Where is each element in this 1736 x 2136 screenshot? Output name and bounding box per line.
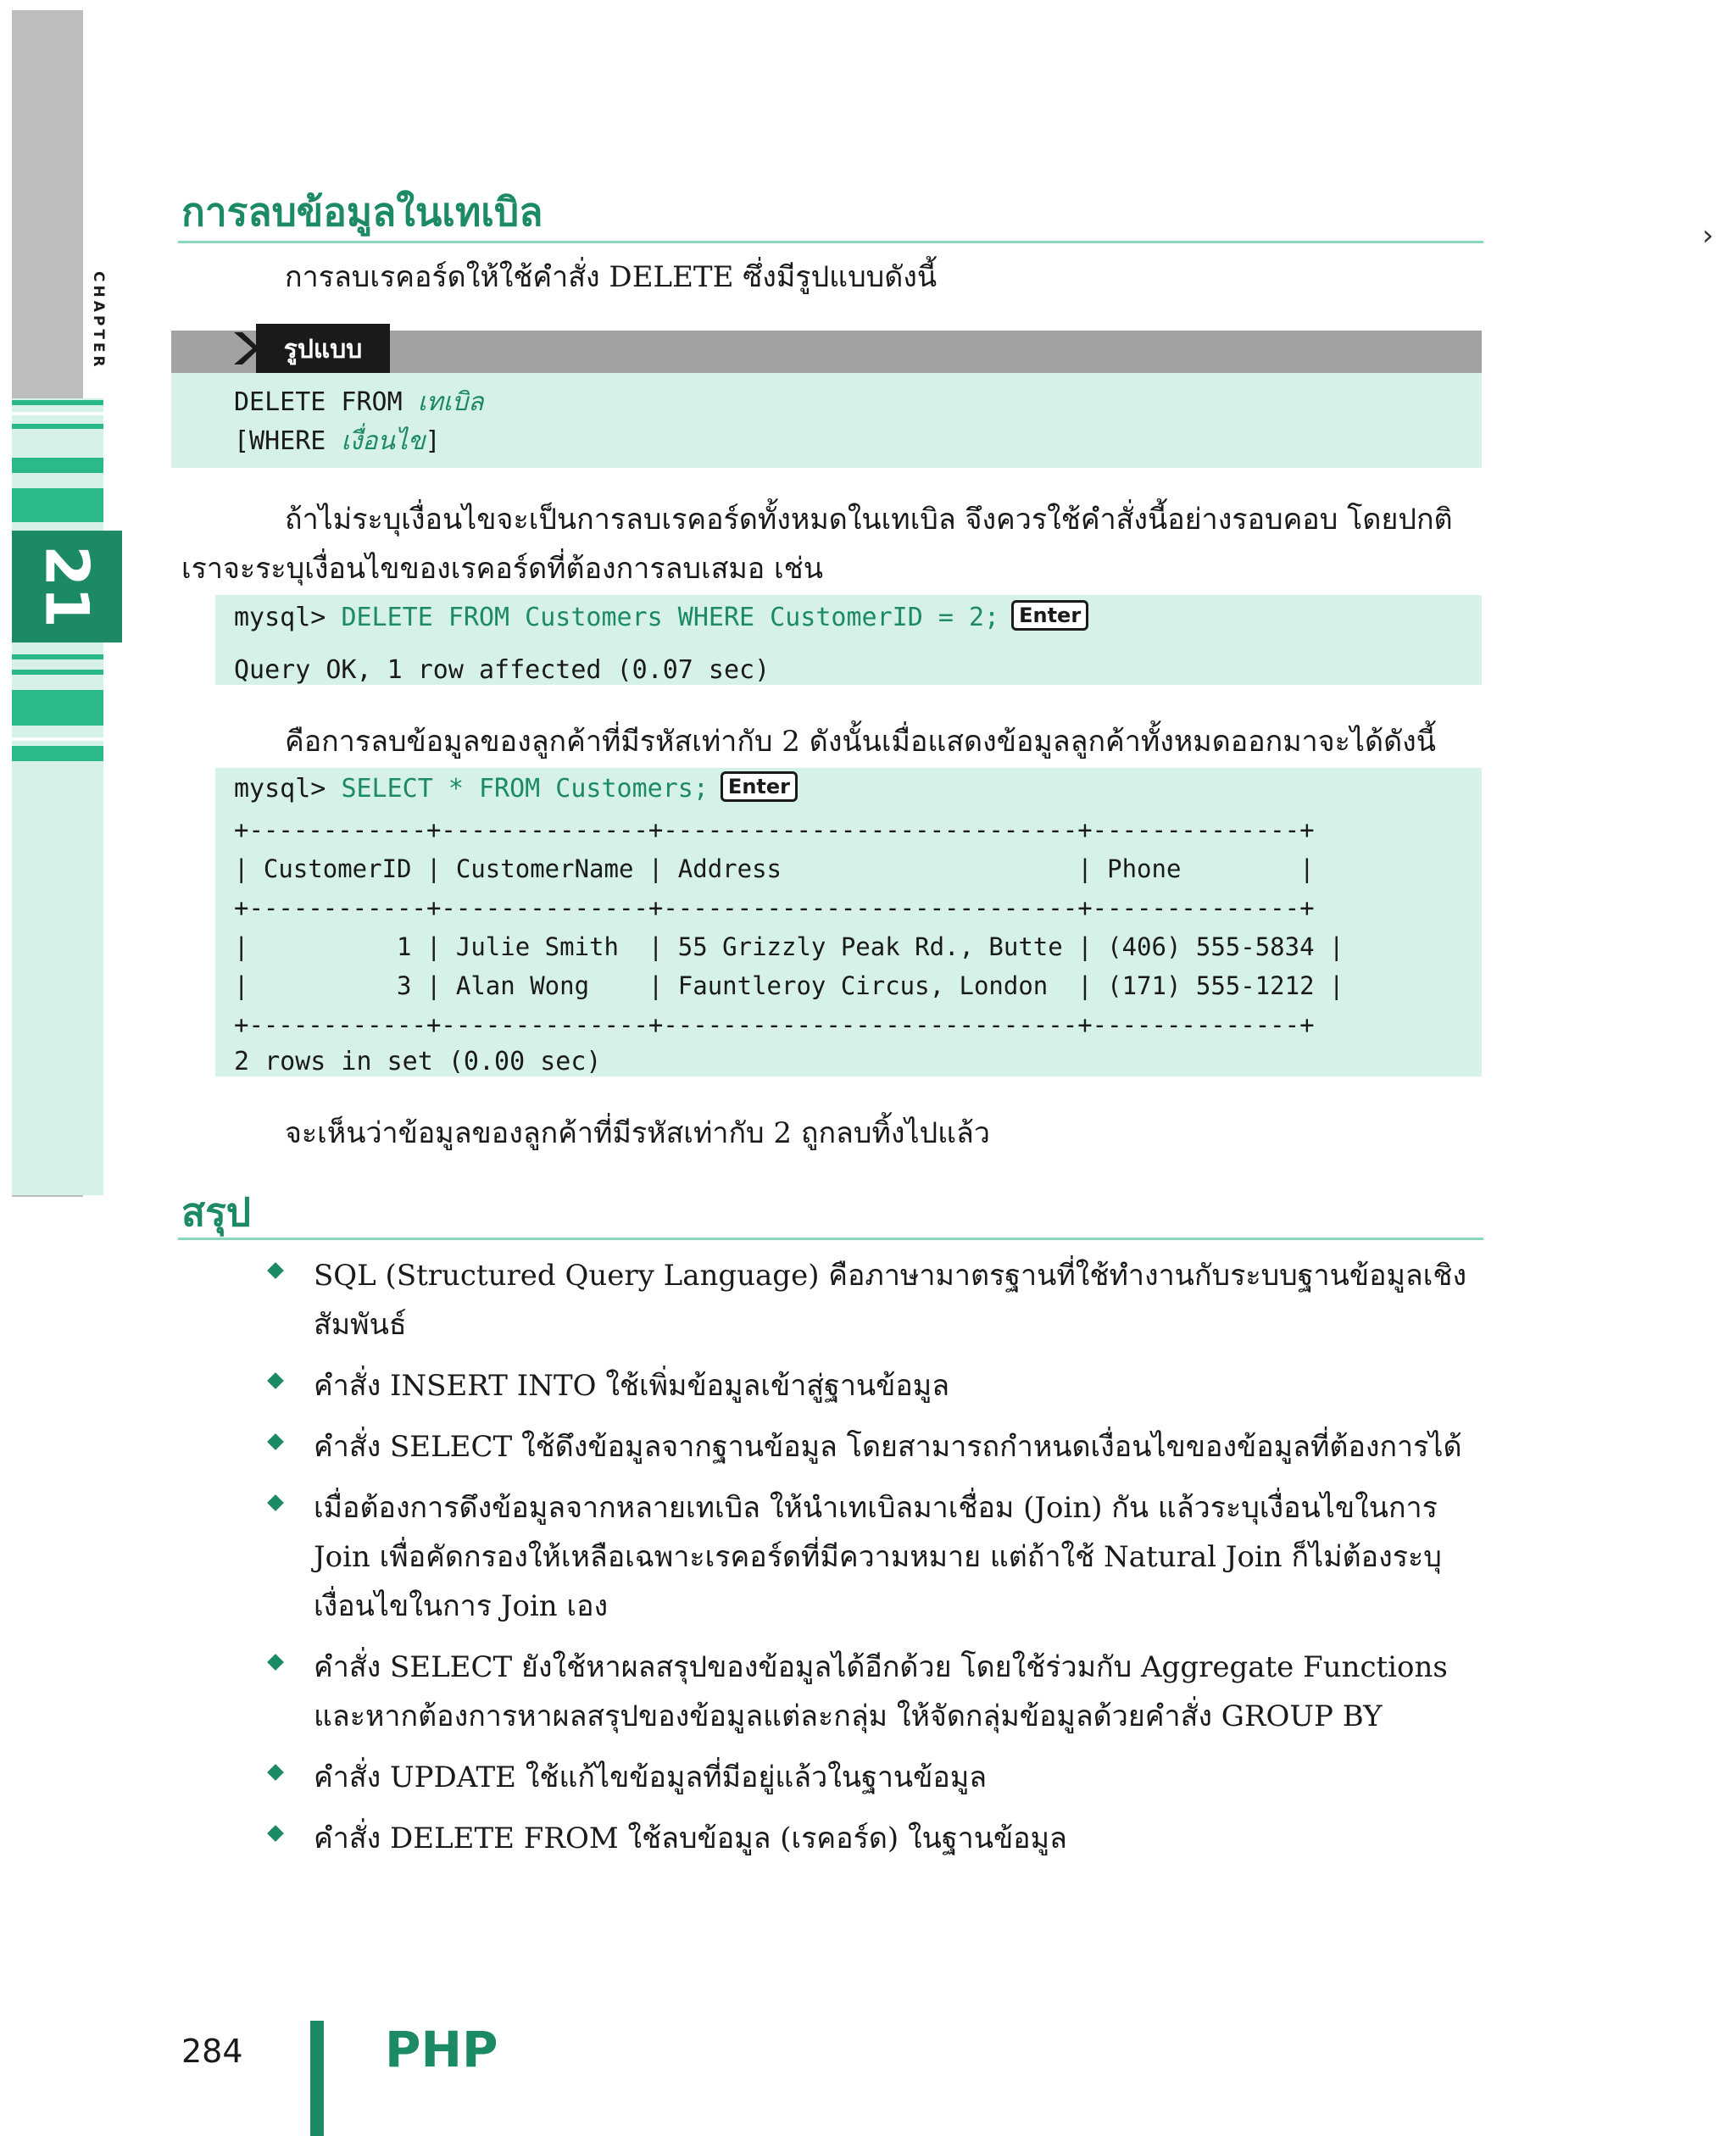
list-item-text: คำสั่ง DELETE FROM ใช้ลบข้อมูล (เรคอร์ด) ในฐานข้อมูล <box>314 1822 1067 1855</box>
syntax-keyword: [WHERE <box>234 426 342 456</box>
strip-line <box>12 488 103 522</box>
summary-heading: สรุป <box>181 1189 251 1235</box>
chapter-number-text: 21 <box>31 545 102 628</box>
code-command-line <box>234 598 1088 637</box>
strip-line <box>12 670 103 675</box>
strip-line <box>12 400 103 405</box>
diamond-bullet-icon <box>267 1372 284 1389</box>
enter-key-icon: Enter <box>721 771 798 802</box>
code-command-line <box>234 770 798 809</box>
list-item <box>264 1483 1468 1631</box>
book-title: PHP <box>385 2021 498 2078</box>
list-item <box>264 1251 1468 1349</box>
strip-line <box>12 424 103 429</box>
diamond-bullet-icon <box>267 1654 284 1671</box>
syntax-tab: รูปแบบ <box>256 324 390 375</box>
query-result: Query OK, 1 row affected (0.07 sec) <box>234 655 771 685</box>
page-number: 284 <box>181 2033 243 2070</box>
table-border: +------------+--------------+----------------------------+--------------+ <box>234 1010 1315 1039</box>
chapter-number <box>12 531 122 642</box>
syntax-keyword: DELETE FROM <box>234 387 418 417</box>
footer-divider <box>310 2021 324 2136</box>
query-result: 2 rows in set (0.00 sec) <box>234 1047 602 1076</box>
paragraph: คือการลบข้อมูลของลูกค้าที่มีรหัสเท่ากับ 2 ดังนั้นเมื่อแสดงข้อมูลลูกค้าทั้งหมดออกมาจะได้ดังนี้ <box>285 725 1437 759</box>
list-item-text: คำสั่ง UPDATE ใช้แก้ไขข้อมูลที่มีอยู่แล้วในฐานข้อมูล <box>314 1761 988 1794</box>
sql-command: DELETE FROM Customers WHERE CustomerID = 2; <box>341 603 1000 632</box>
list-item <box>264 1361 1468 1410</box>
table-border: +------------+--------------+----------------------------+--------------+ <box>234 815 1315 844</box>
syntax-argument: เงื่อนไข <box>341 426 426 456</box>
diamond-bullet-icon <box>267 1494 284 1511</box>
page-edge-mark: › <box>1702 219 1714 253</box>
chapter-label: CHAPTER <box>90 271 107 370</box>
strip-line <box>12 737 103 741</box>
list-item-text: คำสั่ง INSERT INTO ใช้เพิ่มข้อมูลเข้าสู่ฐานข้อมูล <box>314 1369 950 1403</box>
table-row: | 3 | Alan Wong | Fauntleroy Circus, London | (171) 555-1212 | <box>234 971 1344 1000</box>
heading-rule <box>178 1238 1483 1240</box>
syntax-code <box>234 383 483 461</box>
paragraph: ถ้าไม่ระบุเงื่อนไขจะเป็นการลบเรคอร์ดทั้งหมดในเทเบิล จึงควรใช้คำสั่งนี้อย่างรอบคอบ โดยปกติเราจะระบุเงื่อนไขของเรคอร์ดที่ต้องการลบเสมอ เช่น <box>181 503 1453 586</box>
strip-line <box>12 746 103 761</box>
list-item <box>264 1814 1468 1863</box>
list-item <box>264 1643 1468 1741</box>
strip-line <box>12 654 103 659</box>
diamond-bullet-icon <box>267 1262 284 1279</box>
syntax-argument: เทเบิล <box>417 387 484 417</box>
heading-rule <box>178 241 1483 243</box>
table-header: | CustomerID | CustomerName | Address | Phone | <box>234 854 1315 883</box>
paragraph: จะเห็นว่าข้อมูลของลูกค้าที่มีรหัสเท่ากับ 2 ถูกลบทิ้งไปแล้ว <box>285 1116 990 1150</box>
summary-list <box>264 1251 1468 1875</box>
enter-key-icon: Enter <box>1011 600 1088 631</box>
diamond-bullet-icon <box>267 1433 284 1450</box>
section-heading: การลบข้อมูลในเทเบิล <box>181 189 543 235</box>
result-table <box>234 810 1344 1044</box>
strip-line <box>12 458 103 473</box>
list-item-text: คำสั่ง SELECT ยังใช้หาผลสรุปของข้อมูลได้อีกด้วย โดยใช้ร่วมกับ Aggregate Functions และหากต้องการหาผลสรุปของข้อมูลแต่ละกลุ่ม ให้จัดกลุ่มข้อมูลด้วยคำสั่ง GROUP BY <box>314 1650 1448 1733</box>
table-row: | 1 | Julie Smith | 55 Grizzly Peak Rd., Butte | (406) 555-5834 | <box>234 932 1344 961</box>
diamond-bullet-icon <box>267 1764 284 1781</box>
syntax-bracket: ] <box>425 426 441 456</box>
sql-command: SELECT * FROM Customers; <box>341 774 709 804</box>
diamond-bullet-icon <box>267 1825 284 1842</box>
chevron-right-icon <box>231 329 259 368</box>
strip-line <box>12 412 103 415</box>
list-item <box>264 1753 1468 1802</box>
mysql-prompt: mysql> <box>234 774 342 804</box>
list-item-text: SQL (Structured Query Language) คือภาษามาตรฐานที่ใช้ทำงานกับระบบฐานข้อมูลเชิงสัมพันธ์ <box>314 1259 1467 1342</box>
list-item-text: คำสั่ง SELECT ใช้ดึงข้อมูลจากฐานข้อมูล โดยสามารถกำหนดเงื่อนไขของข้อมูลที่ต้องการได้ <box>314 1430 1462 1464</box>
list-item <box>264 1422 1468 1471</box>
strip-line <box>12 690 103 726</box>
intro-text: การลบเรคอร์ดให้ใช้คำสั่ง DELETE ซึ่งมีรูปแบบดังนี้ <box>285 260 938 294</box>
mysql-prompt: mysql> <box>234 603 342 632</box>
list-item-text: เมื่อต้องการดึงข้อมูลจากหลายเทเบิล ให้นำเทเบิลมาเชื่อม (Join) กัน แล้วระบุเงื่อนไขในการ Join เพื่อคัดกรองให้เหลือเฉพาะเรคอร์ดที่มีความหมาย แต่ถ้าใช้ Natural Join ก็ไม่ต้องระบุเงื่อนไขในการ Join เอง <box>314 1491 1442 1623</box>
table-border: +------------+--------------+----------------------------+--------------+ <box>234 893 1315 922</box>
